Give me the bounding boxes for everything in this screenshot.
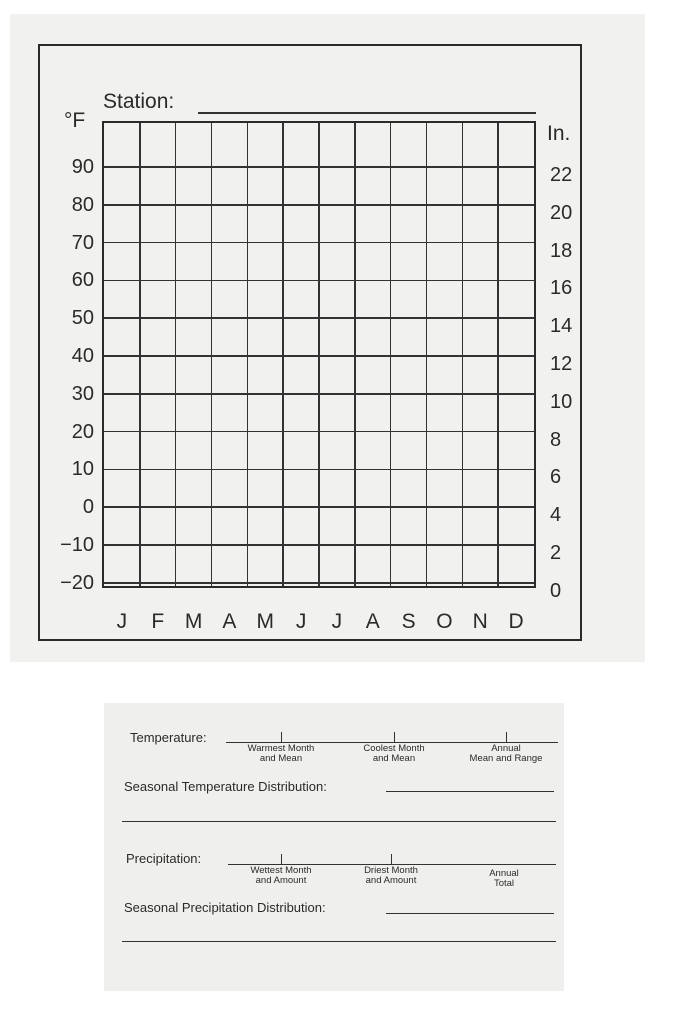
precipitation-tick-label: 22 bbox=[550, 164, 573, 186]
month-label: A bbox=[222, 610, 237, 633]
station-input-line[interactable] bbox=[198, 112, 536, 114]
precipitation-tick-label: 0 bbox=[550, 579, 562, 602]
warmest-month-caption: Warmest Month and Mean bbox=[247, 743, 315, 764]
month-label: A bbox=[365, 610, 380, 633]
coolest-tick bbox=[394, 732, 395, 742]
annual-temperature-caption: Annual Mean and Range bbox=[469, 743, 543, 764]
month-label: J bbox=[295, 610, 307, 633]
grid-row-line bbox=[104, 166, 534, 168]
temperature-tick-label: 70 bbox=[71, 231, 94, 254]
seasonal-precipitation-line-2[interactable] bbox=[122, 941, 556, 942]
temperature-tick-label: 90 bbox=[71, 156, 94, 178]
driest-tick bbox=[391, 854, 392, 864]
grid-row-line bbox=[104, 544, 534, 546]
precipitation-label: Precipitation: bbox=[126, 851, 202, 866]
summary-sheet bbox=[104, 703, 564, 991]
precipitation-tick-label: 20 bbox=[550, 201, 573, 224]
temperature-label: Temperature: bbox=[130, 730, 207, 745]
temperature-tick-label: 30 bbox=[71, 382, 94, 405]
annual-precipitation-caption: Annual Total bbox=[489, 868, 519, 889]
inches-unit-label: In. bbox=[547, 122, 571, 145]
climograph-grid[interactable] bbox=[102, 121, 536, 588]
grid-row-line bbox=[104, 355, 534, 357]
seasonal-temperature-line-2[interactable] bbox=[122, 821, 556, 822]
temperature-tick-label: −20 bbox=[60, 571, 94, 594]
station-label: Station: bbox=[103, 90, 175, 113]
month-label: M bbox=[256, 610, 274, 633]
seasonal-precipitation-label: Seasonal Precipitation Distribution: bbox=[124, 900, 326, 915]
wettest-tick bbox=[281, 854, 282, 864]
wettest-month-caption: Wettest Month and Amount bbox=[250, 865, 312, 886]
fahrenheit-unit-label: °F bbox=[64, 109, 86, 132]
temperature-tick-label: 80 bbox=[71, 193, 94, 216]
temperature-tick-label: 60 bbox=[71, 269, 94, 292]
grid-row-line bbox=[104, 393, 534, 395]
precipitation-tick-label: 8 bbox=[550, 428, 562, 451]
seasonal-precipitation-line[interactable] bbox=[386, 913, 554, 914]
month-label: F bbox=[151, 610, 165, 633]
temperature-tick-label: −10 bbox=[60, 534, 94, 556]
precipitation-tick-label: 14 bbox=[550, 315, 573, 338]
seasonal-temperature-label: Seasonal Temperature Distribution: bbox=[124, 779, 327, 794]
annual-temp-tick bbox=[506, 732, 507, 742]
month-label: D bbox=[508, 610, 524, 633]
grid-row-line bbox=[104, 582, 534, 584]
warmest-tick bbox=[281, 732, 282, 742]
month-label: M bbox=[184, 610, 203, 633]
month-label: N bbox=[472, 610, 488, 633]
precipitation-tick-label: 18 bbox=[550, 239, 573, 262]
grid-row-line bbox=[104, 280, 534, 282]
month-label: O bbox=[436, 610, 453, 633]
temperature-tick-label: 40 bbox=[71, 345, 94, 367]
grid-row-line bbox=[104, 242, 534, 244]
grid-row-line bbox=[104, 469, 534, 471]
month-label: S bbox=[401, 610, 416, 633]
precipitation-tick-label: 16 bbox=[550, 277, 573, 300]
driest-month-caption: Driest Month and Amount bbox=[364, 865, 418, 886]
precipitation-tick-label: 10 bbox=[550, 390, 573, 413]
temperature-tick-label: 20 bbox=[71, 420, 94, 443]
temperature-tick-label: 50 bbox=[71, 307, 94, 330]
temperature-tick-label: 0 bbox=[82, 496, 94, 519]
precipitation-tick-label: 2 bbox=[550, 542, 562, 564]
temperature-tick-label: 10 bbox=[71, 458, 94, 481]
month-label: J bbox=[116, 610, 128, 633]
grid-row-line bbox=[104, 506, 534, 508]
precipitation-tick-label: 6 bbox=[550, 466, 562, 489]
precipitation-tick-label: 4 bbox=[550, 504, 562, 527]
coolest-month-caption: Coolest Month and Mean bbox=[363, 743, 425, 764]
grid-row-line bbox=[104, 317, 534, 319]
precipitation-tick-label: 12 bbox=[550, 353, 573, 375]
seasonal-temperature-line[interactable] bbox=[386, 791, 554, 792]
grid-row-line bbox=[104, 204, 534, 206]
grid-row-line bbox=[104, 431, 534, 433]
month-label: J bbox=[331, 610, 343, 633]
